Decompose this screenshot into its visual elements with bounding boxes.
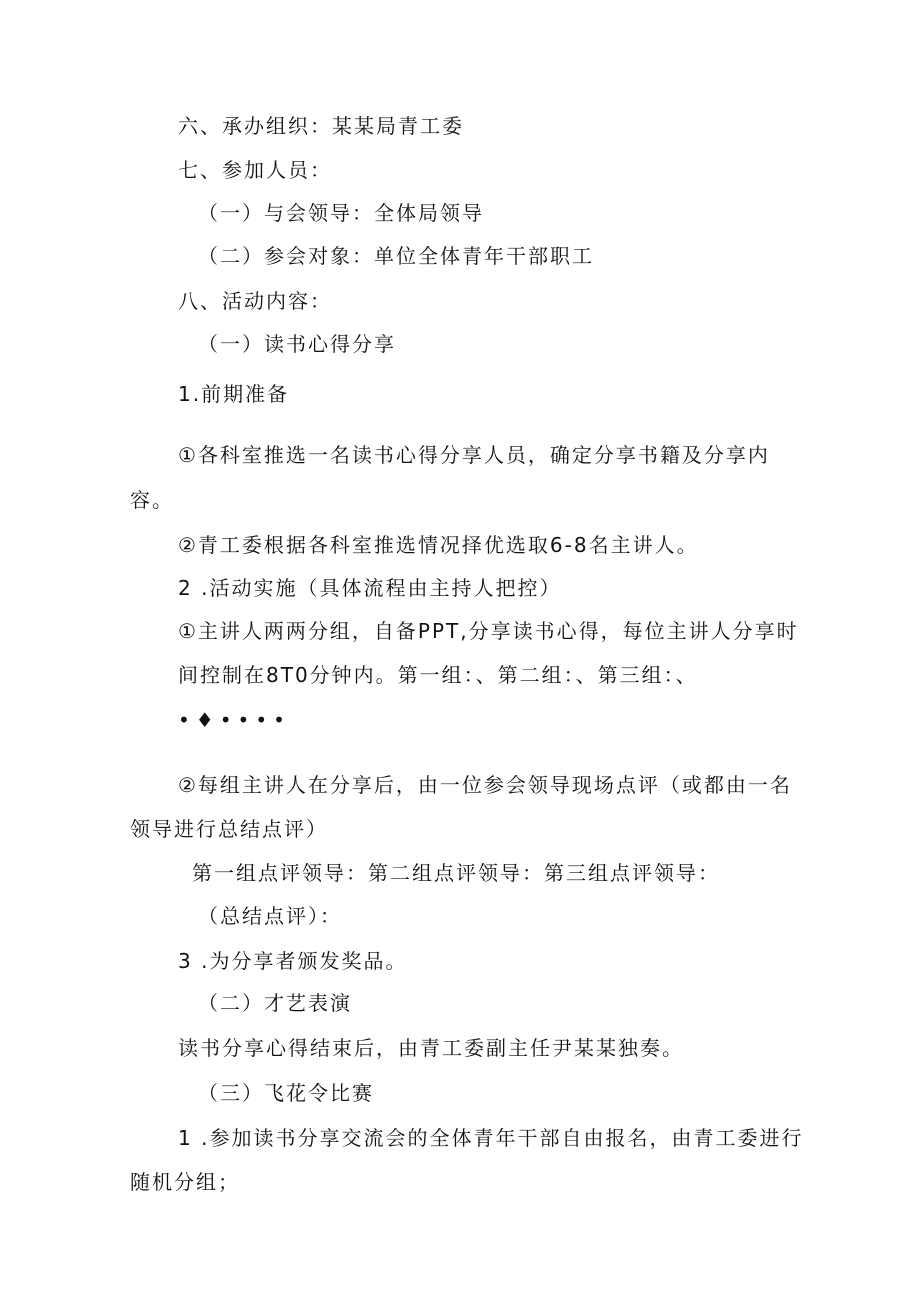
preparation-item-1-cont: 容。 xyxy=(130,488,174,512)
step-2-implementation: 2 .活动实施（具体流程由主持人把控） xyxy=(178,576,562,600)
activity-2-heading: （二）才艺表演 xyxy=(198,991,352,1015)
preparation-item-2: ②青工委根据各科室推选情况择优选取6-8名主讲人。 xyxy=(178,533,699,557)
section-8-activities: 八、活动内容： xyxy=(178,289,332,313)
section-6-organizer: 六、承办组织：某某局青工委 xyxy=(178,114,464,138)
activity-3-heading: （三）飞花令比赛 xyxy=(198,1081,374,1105)
step-3-awards: 3 .为分享者颁发奖品。 xyxy=(178,949,408,973)
activity-1-heading: （一）读书心得分享 xyxy=(198,332,396,356)
talent-show-text: 读书分享心得结束后，由青工委副主任尹某某独奏。 xyxy=(178,1036,684,1060)
competition-item-1-cont: 随机分组； xyxy=(130,1170,240,1194)
implementation-item-2-cont: 领导进行总结点评） xyxy=(130,817,328,841)
implementation-item-2: ②每组主讲人在分享后，由一位参会领导现场点评（或都由一名 xyxy=(178,773,792,797)
placeholder-dots: •♦•••• xyxy=(178,708,291,732)
step-1-preparation: 1.前期准备 xyxy=(178,382,290,406)
summary-review: （总结点评）： xyxy=(198,904,342,928)
implementation-item-1-cont: 间控制在8T0分钟内。第一组：、第二组：、第三组：、 xyxy=(178,663,698,687)
preparation-item-1: ①各科室推选一名读书心得分享人员，确定分享书籍及分享内 xyxy=(178,443,770,467)
implementation-item-1: ①主讲人两两分组，自备PPT,分享读书心得，每位主讲人分享时 xyxy=(178,619,799,643)
participants-attendees: （二）参会对象：单位全体青年干部职工 xyxy=(198,244,594,268)
competition-item-1: 1 .参加读书分享交流会的全体青年干部自由报名，由青工委进行 xyxy=(178,1126,804,1150)
participants-leaders: （一）与会领导：全体局领导 xyxy=(198,201,484,225)
group-reviewers: 第一组点评领导：第二组点评领导：第三组点评领导： xyxy=(192,861,720,885)
section-7-participants: 七、参加人员： xyxy=(178,158,332,182)
